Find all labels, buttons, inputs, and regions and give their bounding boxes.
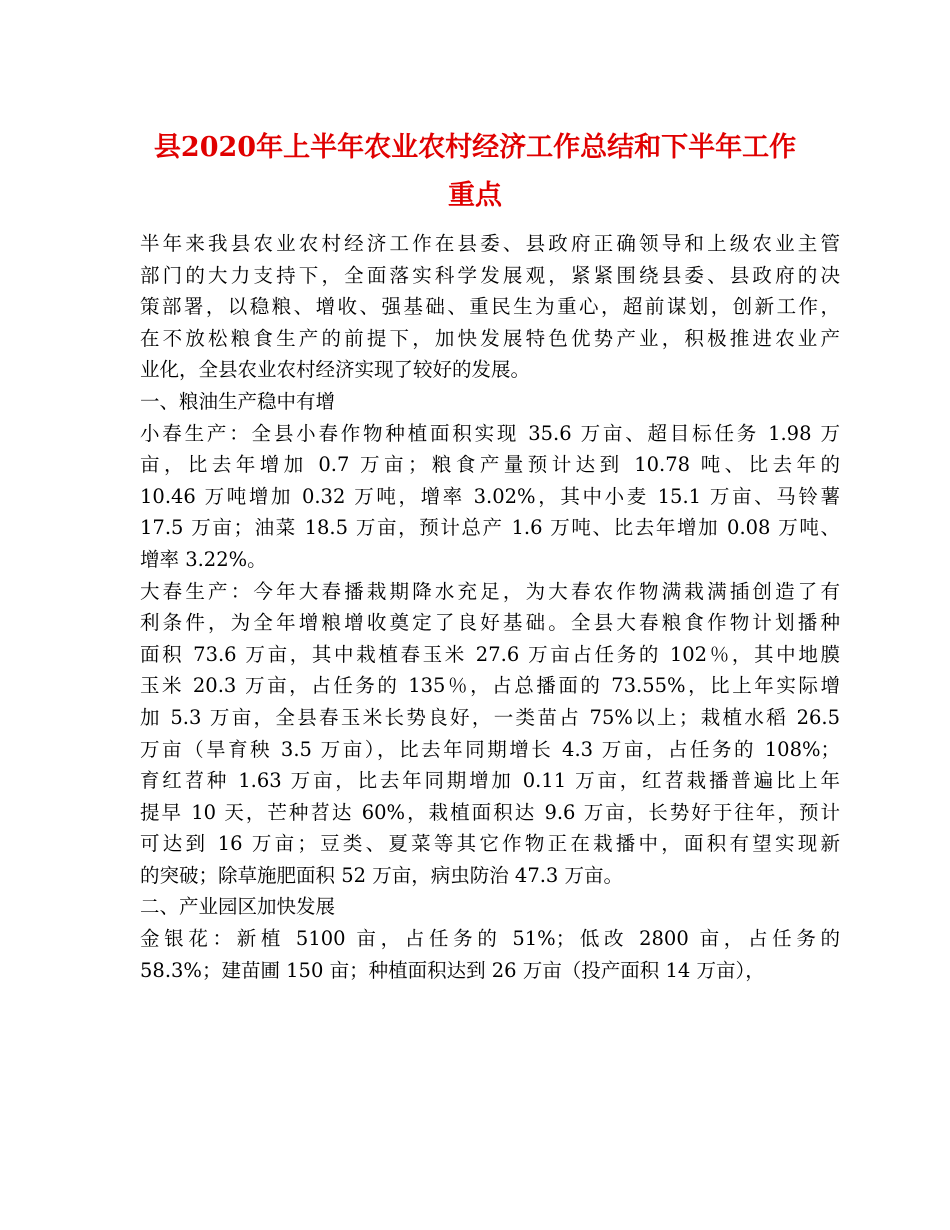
text-line: 万亩（旱育秧 3.5 万亩），比去年同期增长 4.3 万亩，占任务的 108%； bbox=[140, 737, 840, 761]
text-line: 提早 10 天，芒种苕达 60%，栽植面积达 9.6 万亩，长势好于往年，预计 bbox=[140, 800, 840, 824]
text-line: 亩，比去年增加 0.7 万亩；粮食产量预计达到 10.78 吨、比去年的 bbox=[140, 453, 840, 477]
text-line: 可达到 16 万亩；豆类、夏菜等其它作物正在栽播中，面积有望实现新 bbox=[140, 832, 840, 856]
document-body bbox=[140, 228, 840, 986]
text-line: 玉米 20.3 万亩，占任务的 135％，占总播面的 73.55%，比上年实际增 bbox=[140, 674, 840, 698]
text-line: 二、产业园区加快发展 bbox=[140, 895, 336, 919]
text-line: 加 5.3 万亩，全县春玉米长势良好，一类苗占 75%以上；栽植水稻 26.5 bbox=[140, 705, 840, 729]
text-line: 部门的大力支持下，全面落实科学发展观，紧紧围绕县委、县政府的决 bbox=[140, 263, 840, 287]
text-line: 的突破；除草施肥面积 52 万亩，病虫防治 47.3 万亩。 bbox=[140, 863, 624, 887]
text-line: 58.3%；建苗圃 150 亩；种植面积达到 26 万亩（投产面积 14 万亩）， bbox=[140, 958, 765, 982]
text-line: 面积 73.6 万亩，其中栽植春玉米 27.6 万亩占任务的 102％，其中地膜 bbox=[140, 642, 840, 666]
text-line: 半年来我县农业农村经济工作在县委、县政府正确领导和上级农业主管 bbox=[140, 232, 840, 255]
text-line: 育红苕种 1.63 万亩，比去年同期增加 0.11 万亩，红苕栽播普遍比上年 bbox=[140, 769, 840, 793]
text-line: 一、粮油生产稳中有增 bbox=[140, 389, 336, 413]
text-line: 增率 3.22%。 bbox=[140, 547, 267, 571]
text-line: 金银花：新植 5100 亩，占任务的 51%；低改 2800 亩，占任务的 bbox=[140, 927, 840, 951]
document-title-line-2: 重点 bbox=[448, 180, 502, 211]
document-title-line-1: 县2020年上半年农业农村经济工作总结和下半年工作 bbox=[153, 132, 797, 163]
text-line: 业化，全县农业农村经济实现了较好的发展。 bbox=[140, 358, 531, 382]
text-line: 17.5 万亩；油菜 18.5 万亩，预计总产 1.6 万吨、比去年增加 0.08 万吨、 bbox=[140, 516, 840, 540]
text-line: 小春生产：全县小春作物种植面积实现 35.6 万亩、超目标任务 1.98 万 bbox=[140, 421, 840, 445]
text-line: 10.46 万吨增加 0.32 万吨，增率 3.02%，其中小麦 15.1 万亩、马铃薯 bbox=[140, 484, 840, 508]
text-line: 利条件，为全年增粮增收奠定了良好基础。全县大春粮食作物计划播种 bbox=[140, 611, 840, 635]
text-line: 策部署，以稳粮、增收、强基础、重民生为重心，超前谋划，创新工作， bbox=[140, 295, 840, 319]
text-line: 大春生产：今年大春播栽期降水充足，为大春农作物满栽满插创造了有 bbox=[140, 579, 840, 603]
text-line: 在不放松粮食生产的前提下，加快发展特色优势产业，积极推进农业产 bbox=[140, 326, 840, 350]
